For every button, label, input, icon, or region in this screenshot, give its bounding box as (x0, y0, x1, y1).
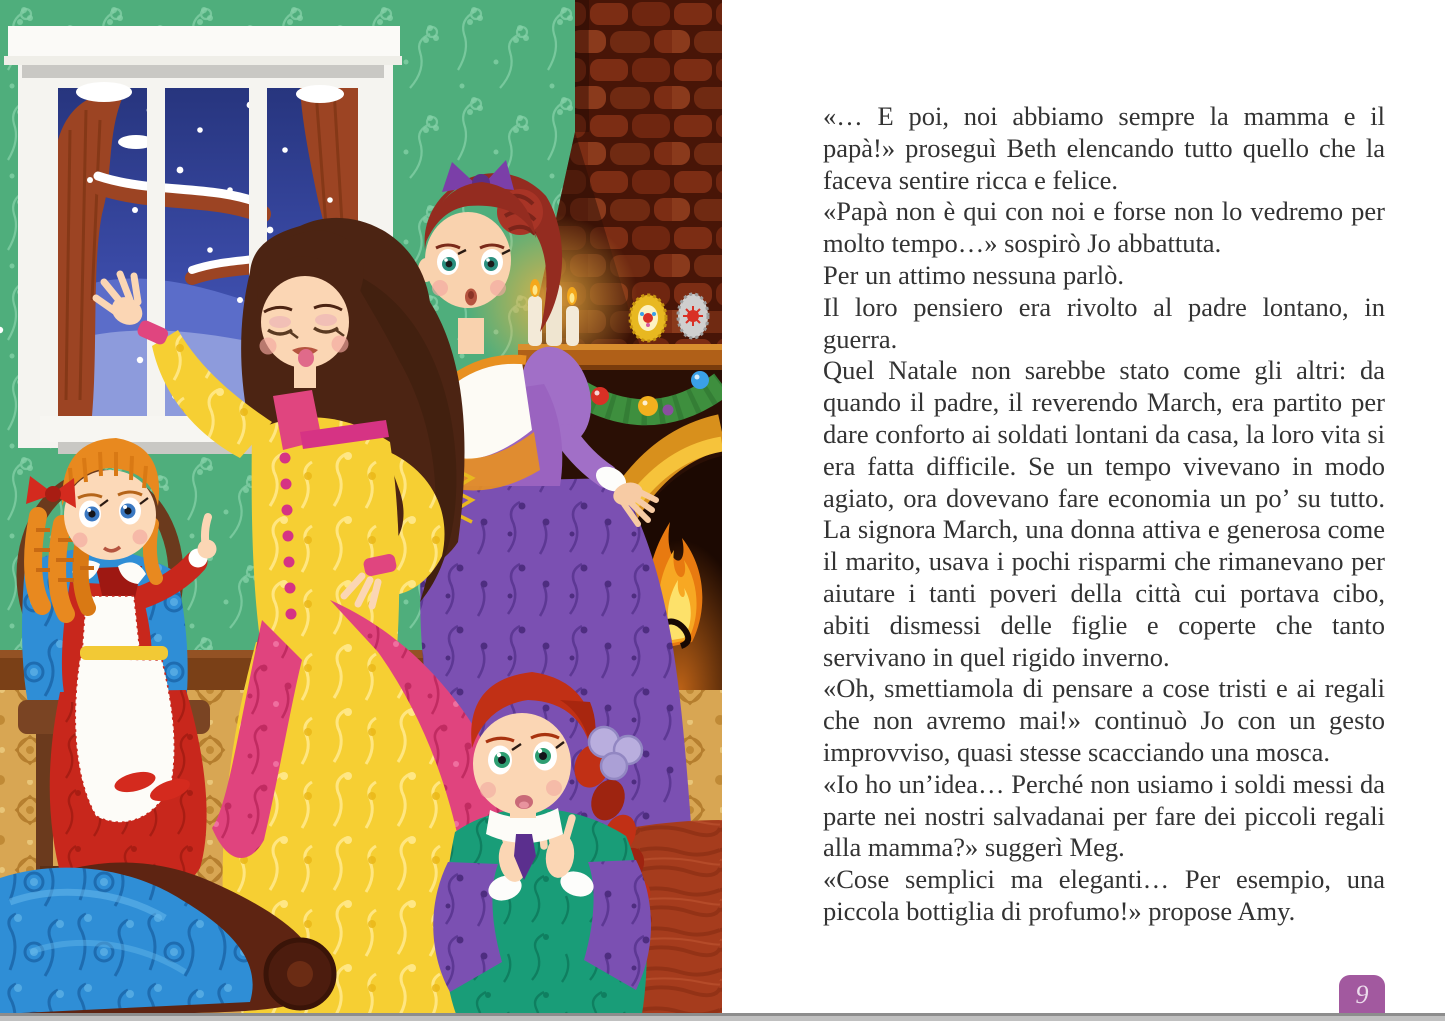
page-number: 9 (1355, 979, 1369, 1009)
story-paragraph: Quel Natale non sarebbe stato come gli altri: da quando il padre, il reverendo March, era partito per dare conforto ai soldati lontani da casa, la loro vita si era fatta difficile. Se un tempo vivevano in modo agiato, ora dovevano fare economia un po’ su tutto. La signora March, una donna attiva e generosa come il marito, usava i pochi risparmi che rimanevano per aiutare i tanti poveri della città cui portava cibo, abiti dismessi delle figlie e coperte che tanto servivano in quel rigido inverno. (823, 355, 1385, 672)
story-text (823, 101, 1385, 928)
amy-sash (80, 646, 168, 660)
story-paragraph: «… E poi, noi abbiamo sempre la mamma e il papà!» proseguì Beth elencando tutto quello che la faceva sentire ricca e felice. (823, 101, 1385, 195)
story-paragraph: Per un attimo nessuna parlò. (823, 259, 1125, 290)
page-number-badge (1339, 975, 1385, 1014)
amy-pointing-finger (205, 517, 208, 548)
jo-tongue (298, 349, 314, 367)
story-paragraph: «Papà non è qui con noi e forse non lo vedremo per molto tempo…» sospirò Jo abbattuta. (823, 196, 1385, 259)
story-paragraph: «Io ho un’idea… Perché non usiamo i soldi messi da parte nei nostri salvadanai per fare dei piccoli regali alla mamma?» suggerì Meg. (823, 768, 1385, 863)
window-bottom-edge (0, 1013, 1445, 1021)
story-illustration (0, 0, 722, 1014)
story-paragraph: «Oh, smettiamola di pensare a cose tristi e ai regali che non avremo mai!» continuò Jo con un gesto improvviso, quasi stesse scacciando una mosca. (823, 673, 1385, 767)
story-paragraph: Il loro pensiero era rivolto al padre lontano, in guerra. (823, 291, 1385, 354)
story-paragraph: «Cose semplici ma eleganti… Per esempio, una piccola bottiglia di profumo!» propose Amy. (823, 864, 1385, 926)
